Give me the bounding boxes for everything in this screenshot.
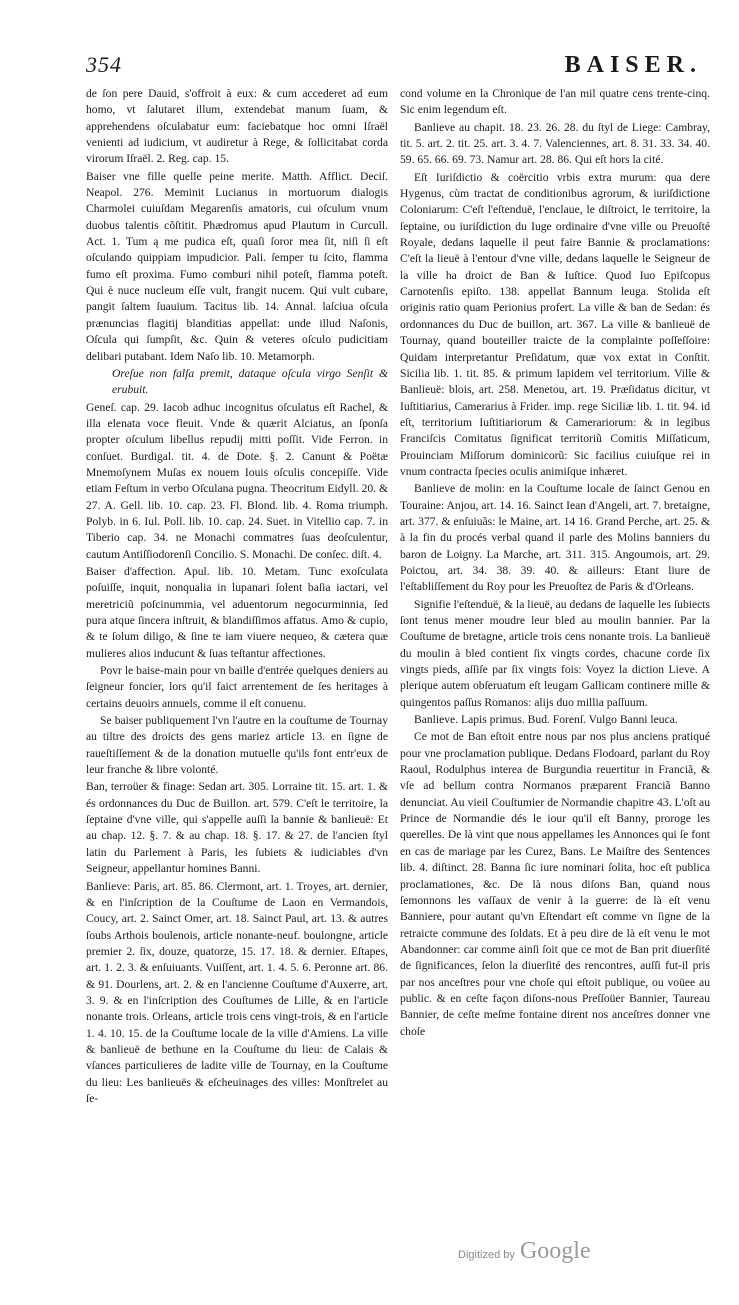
running-title: BAISER. [564,52,702,78]
right-column [400,86,710,1041]
page-number: 354 [86,52,122,77]
left-column-paragraph: Se baiser publiquement l'vn l'autre en la couſtume de Tournay au tiltre des droicts des gens mariez article 13. en ſigne de raueſtiſſement & de la donation mutuelle qu'ils font entr'eux de leur franche & libre volonté. [86,714,388,777]
left-column-paragraph: Baiser d'affection. Apul. lib. 10. Metam. Tunc exoſculata poſuiſſe, inquit, nonqualia in lupanari ſolent baſia iactari, vel meretriciũ poſcinummia, vel aduentorum negocurminnia, ſed pura atque ſincera inſtruit, & blandiſſimos affatus. Amo & cupio, & te ſolum diligo, & ſine te iam viuere nequeo, & cætera quæ mulieres alios inducunt & ſuas teſtantur affectiones. [86,564,388,660]
right-column-paragraph: cond volume en la Chronique de l'an mil quatre cens trente-cinq. Sic enim legendum eſt. [400,87,710,117]
right-column-paragraph: Banlieve. Lapis primus. Bud. Forenſ. Vulgo Banni leuca. [414,713,678,727]
left-column-paragraph: Geneſ. cap. 29. Iacob adhuc incognitus oſculatus eſt Rachel, & illa elenata voce fleuit. Vnde & quærit Alciatus, an ſponſa propter oſculum libellus repudij mitti poſſit. Vide Ferron. in conſuet. Burdigal. tit. 4. de Dote. §. 2. Canunt & Poëtæ Mnemoſynem Muſas ex nouem Iouis oſculis concepiſſe. Vide etiam Feſtum in verbo Oſculana pugna. Theocritum Eidyll. 20. & 27. A. Gell. lib. 10. cap. 23. Fl. Blond. lib. 4. Roma triumph. Polyb. in 6. Iul. Poll. lib. 10. cap. 24. Suet. in Vitellio cap. 7. in Tiberio cap. 34. ne Monachi commatres ſuas deoſculentur, cautum Antiſſiodorenſi Concilio. S. Monachi. De conſec. diſt. 4. [86,400,388,561]
right-column-paragraph: Ce mot de Ban eſtoit entre nous par nos plus anciens pratiqué pour vne proclamation publique. Dedans Flodoard, parlant du Roy Raoul, Rodulphus interea de Burgundia reuertitur in Franciã, & vſe ad bellum contra Normanos præparent Franciã Banno denunciat. Au vieil Couſtumier de Normandie chapitre 43. L'oſt au Prince de Normandie dés le iour qu'il eſt Banny, proroge les querelles. De là vint que nous appellames les Annonces qui ſe font en cas de mariage par les Curez, Bans. Le Maiſtre des Sentences lib. 4. diſtinct. 28. Banna ſic iure nominari ſolita, hoc eſt publica proclamationes, &c. De là nous diſons Ban, quand nous ſemonnons les vaſſaux de venir à la guerre: de là eſt venu Banniere, pour autant qu'vn Eſtendart eſt comme vn ſigne de la retraicte commune des ſoldats. Et à peu dire de là eſt venu le mot Abandonner: car comme ainſi ſoit que ce mot de Ban prit diuerſité de ſignificances, ſelon la diuerſité des rencontres, auſſi fut-il pris par nos anceſtres pour vne choſe qui eſtoit publique, ou voüee au public. & en ceſte façon diſons-nous Preſſoüer Bannier, Taureau Bannier, de ceſte meſme fontaine dirent nos anceſtres donner vne choſe [400,730,710,1038]
left-column-paragraph: Baiser vne fille quelle peine merite. Matth. Afflict. Deciſ. Neapol. 276. Meminit Lucianus in mortuorum dialogis Charmolei cuiuſdam Megarenſis amatoris, cui oſculum vnum duobus talentis cõſtitit. Phædromus apud Plautum in Curcull. Act. 1. Tum ą me pudica eſt, quaſi ſoror mea ſit, niſi ſi eſt oſculando quippiam impudicior. Pali. ſemper tu ſcito, flamma fumo eſt proxima. Fumo comburi nihil poteſt, flamma poteſt. Qui è nuce nucleum eſſe vult, frangit nucem. Qui vult cubare, pangit ſaltem ſuauium. Tacitus lib. 14. Annal. laſciua oſcula prænuncias flagitij blanditias appellat: unde illud Naſonis, Oſcula qui ſumpſit, &c. Quin & veteres oſculo pudicitiam delibari putabant. Idem Naſo lib. 10. Metamorph. [86,169,388,363]
digitized-by-label: Digitized by [458,1249,515,1261]
page-header [86,52,702,82]
right-column-paragraph: Signifie l'eſtenduë, & la lieuë, au dedans de laquelle les ſubiects ſont tenus mener moudre leur bled au moulin bannier. Par la Couſtume de bretagne, article trois cens nonante trois. La banlieuë du moulin à bled contient ſix vingts cordes, chacune corde ſix vingts pieds, aſſiſe par ſix vingts fois: Voyez la diction Lieve. A plerique autem obſeruatum eſt leugam Gallicam continere mille & quingentos paſſus Romanos: alijs duo millia paſſuum. [400,597,710,709]
google-logo: Google [519,1238,591,1264]
left-column-paragraph: Banlieve: Paris, art. 85. 86. Clermont, art. 1. Troyes, art. dernier, & en l'inſcription de la Couſtume de Laon en Vermandois, Coucy, art. 2. Sainct Omer, art. 18. Sainct Paul, art. 13. & autres ſoubs Arthois boulenois, article nonante-neuf. boulongne, article premier 2. ſix, douze, quatorze, 15. 17. 18. & dernier. Eſtapes, art. 1. 2. 3. & enſuiuants. Vuiſſent, art. 1. 4. 5. 6. Peronne art. 86. & 91. Dourlens, art. 2. & en l'ancienne Couſtume d'Auxerre, art. 3. 9. & en l'inſcription des Couſtumes de Lille, & en l'article nonante trois. Orleans, article trois cens vingt-trois, & en l'article 1. 4. 10. 15. de la Couſtume locale de la ville d'Amiens. La ville & banlieuë de bethune en la Couſtume du lieu: de Calais & vſances particulieres de ladite ville de Tournay, en la Couſtume du lieu: Les banlieuës & eſcheuinages des villes: Monſtrelet au ſe- [86,879,388,1105]
right-column-paragraph: Banlieve au chapit. 18. 23. 26. 28. du ſtyl de Liege: Cambray, tit. 5. art. 2. tit. 25. art. 3. 4. 7. Valenciennes, art. 8. 31. 33. 34. 40. 59. 65. 66. 69. 73. Namur art. 28. 86. Qui eſt hors la cité. [400,120,710,167]
left-column-paragraph: Ban, terroüer & finage: Sedan art. 305. Lorraine tit. 15. art. 1. & és ordonnances du Duc de Buillon. art. 579. C'eſt le territoire, la ſeptaine d'vne ville, qui s'appelle auſſi la bannie & banlieuë: Et au chap. 12. §. 7. & au chap. 18. §. 17. & 27. de l'ancien ſtyl latin du Parlement à Paris, les ſubiets & iudiciables d'vn Seigneur, appellantur homines Banni. [86,780,388,876]
left-column-paragraph: Povr le baise-main pour vn baille d'entrée quelques deniers au ſeigneur foncier, lors qu'il faict arrentement de ſes heritages à certains deuoirs annuels, comme il eſt conuenu. [86,664,388,710]
digitization-watermark [458,1238,591,1265]
left-column-paragraph: Oreſue non falſa premit, dataque oſcula virgo Senſit & erubuit. [112,366,388,397]
right-column-paragraph: Banlieve de molin: en la Couſtume locale de ſainct Genou en Touraine: Anjou, art. 14. 16. Sainct Iean d'Angeli, art. 7. bretaigne, art. 377. & enſuiuãs: le Maine, art. 14 16. Grand Perche, art. 25. & à la fin du procés verbal quand il parle des Molins banniers du baron de Loigny. La Marche, art. 311. 315. Angoumois, art. 29. Poictou, art. 34. 38. 39. 40. & ailleurs: Etant liure de l'eſtabliſſement du Roy pour les Preuoſtez de Paris & d'Orleans. [400,482,710,594]
right-column-paragraph: Eſt Iuriſdictio & coërcitio vrbis extra murum: qua dere Hygenus, cùm tractat de conditionibus agrorum, & iuriſdictione Coloniarum: C'eſt l'eſtenduë, l'enclaue, le diſtroict, le territoire, la ſeptaine, ou iuriſdiction du Iuge ordinaire d'vne ville ou Preuoſté Royale, dedans laquelle il peut faire Bannie & proclamations: C'eſt la lieuë à l'entour d'vne ville, dedans laquelle le Seigneur de la ville ha droict de Ban & Iuſtice. Quod Iuo Epiſcopus Carnotenſis epiſto. 138. appellat Bannum leuga. Stolida eſt originis ratio quam Perionius profert. La ville & ban de Sedan: és ordonnances du Duc de buillon, art. 367. La ville & banlieuë de Tournay, quand bouteiller traicte de la complainte poſſeſſoire: Quidam interpretantur Preſidatum, quæ vox extat in Conſtit. Sicilia lib. 1. tit. 85. & primum lapidem vel territorium. Ville & Banlieuë: blois, art. 258. Menetou, art. 19. Præſidatus dicitur, vt Iuſtitiarius, Camerarius à Frider. imp. rege Siciliæ lib. 1. tit. 94. id eſt, territorium Iuſtitiariorum & Camerariorum: & in legibus Franciſcis Comitatus ſignificat territoriũ Comitis Miſſaticum, Prouinciam Miſſorum dominicorũ: Sic facilius cuiuſque rei in vnum contracta ſpecies oculis animiſque inhæret. [400,170,710,478]
left-column [86,86,388,1108]
left-column-paragraph: de ſon pere Dauid, s'offroit à eux: & cum accederet ad eum homo, vt ſalutaret illum, extendebat manum ſuam, & apprehendens oſculabatur eum: faciebatque hoc omni Iſraël venienti ad iudicium, vt audiretur à Rege, & ſollicitabat corda virorum Iſraël. 2. Reg. cap. 15. [86,87,388,166]
